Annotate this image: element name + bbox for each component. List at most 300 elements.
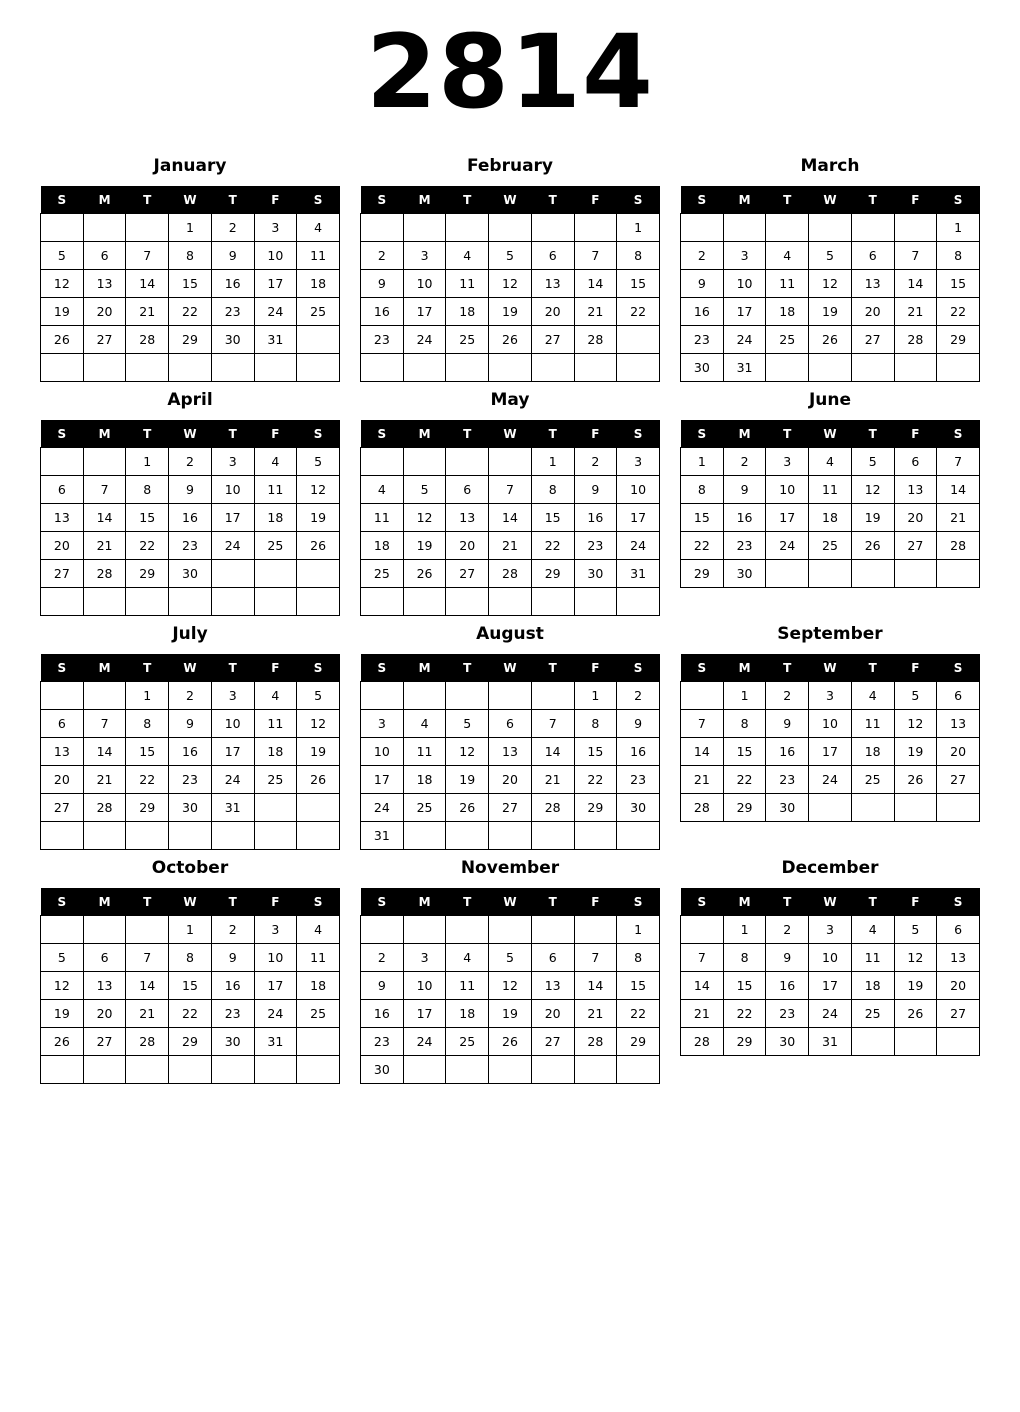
day-cell[interactable]: 5 [851, 448, 894, 476]
day-cell[interactable]: 24 [403, 326, 446, 354]
day-cell[interactable]: 25 [254, 532, 297, 560]
day-cell[interactable]: 22 [169, 1000, 212, 1028]
day-cell[interactable]: 10 [211, 476, 254, 504]
day-cell[interactable]: 28 [126, 326, 169, 354]
day-cell[interactable]: 3 [766, 448, 809, 476]
day-cell[interactable]: 7 [574, 944, 617, 972]
day-cell[interactable]: 21 [489, 532, 532, 560]
day-cell[interactable]: 16 [169, 504, 212, 532]
day-cell[interactable]: 15 [617, 972, 660, 1000]
day-cell[interactable]: 4 [297, 214, 340, 242]
day-cell[interactable]: 10 [766, 476, 809, 504]
day-cell[interactable]: 16 [617, 738, 660, 766]
day-cell[interactable]: 20 [937, 972, 980, 1000]
day-cell[interactable]: 29 [126, 560, 169, 588]
day-cell[interactable]: 25 [766, 326, 809, 354]
day-cell[interactable]: 7 [681, 710, 724, 738]
day-cell[interactable]: 17 [809, 738, 852, 766]
day-cell[interactable]: 10 [361, 738, 404, 766]
day-cell[interactable]: 25 [254, 766, 297, 794]
day-cell[interactable]: 8 [531, 476, 574, 504]
day-cell[interactable]: 1 [617, 214, 660, 242]
day-cell[interactable]: 2 [169, 682, 212, 710]
day-cell[interactable]: 4 [809, 448, 852, 476]
day-cell[interactable]: 7 [489, 476, 532, 504]
day-cell[interactable]: 3 [723, 242, 766, 270]
day-cell[interactable]: 8 [723, 944, 766, 972]
day-cell[interactable]: 23 [211, 298, 254, 326]
day-cell[interactable]: 26 [403, 560, 446, 588]
day-cell[interactable]: 20 [851, 298, 894, 326]
day-cell[interactable]: 21 [83, 766, 126, 794]
day-cell[interactable]: 25 [446, 326, 489, 354]
day-cell[interactable]: 10 [809, 944, 852, 972]
day-cell[interactable]: 8 [169, 944, 212, 972]
day-cell[interactable]: 3 [254, 916, 297, 944]
day-cell[interactable]: 17 [403, 298, 446, 326]
day-cell[interactable]: 7 [574, 242, 617, 270]
day-cell[interactable]: 18 [766, 298, 809, 326]
day-cell[interactable]: 10 [403, 972, 446, 1000]
day-cell[interactable]: 2 [211, 916, 254, 944]
day-cell[interactable]: 3 [361, 710, 404, 738]
day-cell[interactable]: 3 [403, 242, 446, 270]
day-cell[interactable]: 14 [489, 504, 532, 532]
day-cell[interactable]: 25 [851, 766, 894, 794]
day-cell[interactable]: 17 [254, 972, 297, 1000]
day-cell[interactable]: 30 [681, 354, 724, 382]
day-cell[interactable]: 28 [83, 794, 126, 822]
day-cell[interactable]: 1 [169, 916, 212, 944]
day-cell[interactable]: 28 [937, 532, 980, 560]
day-cell[interactable]: 27 [937, 766, 980, 794]
day-cell[interactable]: 9 [723, 476, 766, 504]
day-cell[interactable]: 31 [254, 326, 297, 354]
day-cell[interactable]: 9 [169, 710, 212, 738]
day-cell[interactable]: 9 [617, 710, 660, 738]
day-cell[interactable]: 27 [83, 326, 126, 354]
day-cell[interactable]: 31 [361, 822, 404, 850]
day-cell[interactable]: 20 [83, 1000, 126, 1028]
day-cell[interactable]: 15 [169, 972, 212, 1000]
day-cell[interactable]: 24 [809, 1000, 852, 1028]
day-cell[interactable]: 10 [254, 944, 297, 972]
day-cell[interactable]: 5 [403, 476, 446, 504]
day-cell[interactable]: 15 [574, 738, 617, 766]
day-cell[interactable]: 5 [41, 242, 84, 270]
day-cell[interactable]: 22 [723, 766, 766, 794]
day-cell[interactable]: 19 [489, 1000, 532, 1028]
day-cell[interactable]: 28 [531, 794, 574, 822]
day-cell[interactable]: 14 [83, 504, 126, 532]
day-cell[interactable]: 30 [169, 794, 212, 822]
day-cell[interactable]: 16 [766, 738, 809, 766]
day-cell[interactable]: 10 [254, 242, 297, 270]
day-cell[interactable]: 6 [83, 944, 126, 972]
day-cell[interactable]: 23 [211, 1000, 254, 1028]
day-cell[interactable]: 23 [361, 1028, 404, 1056]
day-cell[interactable]: 23 [766, 1000, 809, 1028]
day-cell[interactable]: 30 [169, 560, 212, 588]
day-cell[interactable]: 6 [489, 710, 532, 738]
day-cell[interactable]: 6 [531, 944, 574, 972]
day-cell[interactable]: 4 [297, 916, 340, 944]
day-cell[interactable]: 13 [83, 972, 126, 1000]
day-cell[interactable]: 28 [574, 326, 617, 354]
day-cell[interactable]: 22 [126, 532, 169, 560]
day-cell[interactable]: 3 [254, 214, 297, 242]
day-cell[interactable]: 7 [531, 710, 574, 738]
day-cell[interactable]: 13 [531, 270, 574, 298]
day-cell[interactable]: 4 [361, 476, 404, 504]
day-cell[interactable]: 12 [41, 972, 84, 1000]
day-cell[interactable]: 22 [531, 532, 574, 560]
day-cell[interactable]: 17 [254, 270, 297, 298]
day-cell[interactable]: 1 [531, 448, 574, 476]
day-cell[interactable]: 5 [809, 242, 852, 270]
day-cell[interactable]: 11 [254, 476, 297, 504]
day-cell[interactable]: 5 [894, 682, 937, 710]
day-cell[interactable]: 3 [809, 916, 852, 944]
day-cell[interactable]: 30 [361, 1056, 404, 1084]
day-cell[interactable]: 2 [723, 448, 766, 476]
day-cell[interactable]: 14 [531, 738, 574, 766]
day-cell[interactable]: 4 [446, 242, 489, 270]
day-cell[interactable]: 14 [574, 270, 617, 298]
day-cell[interactable]: 22 [681, 532, 724, 560]
day-cell[interactable]: 12 [809, 270, 852, 298]
day-cell[interactable]: 19 [403, 532, 446, 560]
day-cell[interactable]: 8 [169, 242, 212, 270]
day-cell[interactable]: 27 [489, 794, 532, 822]
day-cell[interactable]: 1 [723, 916, 766, 944]
day-cell[interactable]: 17 [809, 972, 852, 1000]
day-cell[interactable]: 13 [851, 270, 894, 298]
day-cell[interactable]: 5 [297, 448, 340, 476]
day-cell[interactable]: 20 [41, 532, 84, 560]
day-cell[interactable]: 2 [211, 214, 254, 242]
day-cell[interactable]: 23 [169, 532, 212, 560]
day-cell[interactable]: 22 [126, 766, 169, 794]
day-cell[interactable]: 29 [723, 1028, 766, 1056]
day-cell[interactable]: 30 [574, 560, 617, 588]
day-cell[interactable]: 22 [723, 1000, 766, 1028]
day-cell[interactable]: 10 [723, 270, 766, 298]
day-cell[interactable]: 4 [851, 682, 894, 710]
day-cell[interactable]: 20 [489, 766, 532, 794]
day-cell[interactable]: 31 [809, 1028, 852, 1056]
day-cell[interactable]: 23 [574, 532, 617, 560]
day-cell[interactable]: 13 [937, 710, 980, 738]
day-cell[interactable]: 11 [851, 944, 894, 972]
day-cell[interactable]: 16 [169, 738, 212, 766]
day-cell[interactable]: 7 [83, 710, 126, 738]
day-cell[interactable]: 3 [617, 448, 660, 476]
day-cell[interactable]: 4 [446, 944, 489, 972]
day-cell[interactable]: 4 [766, 242, 809, 270]
day-cell[interactable]: 15 [531, 504, 574, 532]
day-cell[interactable]: 20 [937, 738, 980, 766]
day-cell[interactable]: 13 [937, 944, 980, 972]
day-cell[interactable]: 2 [169, 448, 212, 476]
day-cell[interactable]: 28 [681, 794, 724, 822]
day-cell[interactable]: 29 [574, 794, 617, 822]
day-cell[interactable]: 24 [254, 1000, 297, 1028]
day-cell[interactable]: 27 [41, 794, 84, 822]
day-cell[interactable]: 14 [894, 270, 937, 298]
day-cell[interactable]: 26 [894, 1000, 937, 1028]
day-cell[interactable]: 14 [574, 972, 617, 1000]
day-cell[interactable]: 21 [681, 766, 724, 794]
day-cell[interactable]: 24 [211, 532, 254, 560]
day-cell[interactable]: 18 [446, 1000, 489, 1028]
day-cell[interactable]: 24 [403, 1028, 446, 1056]
day-cell[interactable]: 15 [617, 270, 660, 298]
day-cell[interactable]: 27 [894, 532, 937, 560]
day-cell[interactable]: 29 [937, 326, 980, 354]
day-cell[interactable]: 9 [574, 476, 617, 504]
day-cell[interactable]: 16 [211, 270, 254, 298]
day-cell[interactable]: 29 [169, 326, 212, 354]
day-cell[interactable]: 27 [531, 326, 574, 354]
day-cell[interactable]: 5 [446, 710, 489, 738]
day-cell[interactable]: 26 [489, 1028, 532, 1056]
day-cell[interactable]: 28 [574, 1028, 617, 1056]
day-cell[interactable]: 27 [41, 560, 84, 588]
day-cell[interactable]: 5 [489, 242, 532, 270]
day-cell[interactable]: 16 [681, 298, 724, 326]
day-cell[interactable]: 29 [169, 1028, 212, 1056]
day-cell[interactable]: 20 [531, 298, 574, 326]
day-cell[interactable]: 18 [403, 766, 446, 794]
day-cell[interactable]: 2 [361, 242, 404, 270]
day-cell[interactable]: 9 [361, 972, 404, 1000]
day-cell[interactable]: 18 [254, 504, 297, 532]
day-cell[interactable]: 4 [851, 916, 894, 944]
day-cell[interactable]: 25 [446, 1028, 489, 1056]
day-cell[interactable]: 11 [361, 504, 404, 532]
day-cell[interactable]: 7 [126, 944, 169, 972]
day-cell[interactable]: 25 [361, 560, 404, 588]
day-cell[interactable]: 27 [83, 1028, 126, 1056]
day-cell[interactable]: 2 [574, 448, 617, 476]
day-cell[interactable]: 19 [297, 738, 340, 766]
day-cell[interactable]: 13 [894, 476, 937, 504]
day-cell[interactable]: 1 [681, 448, 724, 476]
day-cell[interactable]: 11 [809, 476, 852, 504]
day-cell[interactable]: 24 [809, 766, 852, 794]
day-cell[interactable]: 6 [894, 448, 937, 476]
day-cell[interactable]: 1 [723, 682, 766, 710]
day-cell[interactable]: 26 [851, 532, 894, 560]
day-cell[interactable]: 4 [254, 682, 297, 710]
day-cell[interactable]: 8 [126, 476, 169, 504]
day-cell[interactable]: 25 [297, 1000, 340, 1028]
day-cell[interactable]: 18 [297, 270, 340, 298]
day-cell[interactable]: 9 [211, 944, 254, 972]
day-cell[interactable]: 16 [361, 1000, 404, 1028]
day-cell[interactable]: 18 [851, 738, 894, 766]
day-cell[interactable]: 15 [681, 504, 724, 532]
day-cell[interactable]: 22 [574, 766, 617, 794]
day-cell[interactable]: 12 [851, 476, 894, 504]
day-cell[interactable]: 16 [574, 504, 617, 532]
day-cell[interactable]: 2 [681, 242, 724, 270]
day-cell[interactable]: 15 [126, 738, 169, 766]
day-cell[interactable]: 9 [766, 944, 809, 972]
day-cell[interactable]: 1 [617, 916, 660, 944]
day-cell[interactable]: 12 [297, 710, 340, 738]
day-cell[interactable]: 28 [894, 326, 937, 354]
day-cell[interactable]: 7 [126, 242, 169, 270]
day-cell[interactable]: 22 [617, 1000, 660, 1028]
day-cell[interactable]: 3 [403, 944, 446, 972]
day-cell[interactable]: 31 [723, 354, 766, 382]
day-cell[interactable]: 7 [681, 944, 724, 972]
day-cell[interactable]: 14 [83, 738, 126, 766]
day-cell[interactable]: 11 [403, 738, 446, 766]
day-cell[interactable]: 31 [254, 1028, 297, 1056]
day-cell[interactable]: 23 [766, 766, 809, 794]
day-cell[interactable]: 6 [446, 476, 489, 504]
day-cell[interactable]: 20 [83, 298, 126, 326]
day-cell[interactable]: 18 [446, 298, 489, 326]
day-cell[interactable]: 7 [894, 242, 937, 270]
day-cell[interactable]: 15 [723, 738, 766, 766]
day-cell[interactable]: 9 [169, 476, 212, 504]
day-cell[interactable]: 30 [617, 794, 660, 822]
day-cell[interactable]: 16 [723, 504, 766, 532]
day-cell[interactable]: 22 [617, 298, 660, 326]
day-cell[interactable]: 4 [254, 448, 297, 476]
day-cell[interactable]: 11 [297, 242, 340, 270]
day-cell[interactable]: 12 [489, 270, 532, 298]
day-cell[interactable]: 8 [937, 242, 980, 270]
day-cell[interactable]: 11 [446, 972, 489, 1000]
day-cell[interactable]: 12 [41, 270, 84, 298]
day-cell[interactable]: 21 [531, 766, 574, 794]
day-cell[interactable]: 6 [851, 242, 894, 270]
day-cell[interactable]: 29 [617, 1028, 660, 1056]
day-cell[interactable]: 26 [41, 326, 84, 354]
day-cell[interactable]: 7 [937, 448, 980, 476]
day-cell[interactable]: 13 [41, 504, 84, 532]
day-cell[interactable]: 15 [126, 504, 169, 532]
day-cell[interactable]: 26 [41, 1028, 84, 1056]
day-cell[interactable]: 24 [361, 794, 404, 822]
day-cell[interactable]: 19 [446, 766, 489, 794]
day-cell[interactable]: 2 [766, 682, 809, 710]
day-cell[interactable]: 24 [766, 532, 809, 560]
day-cell[interactable]: 8 [617, 944, 660, 972]
day-cell[interactable]: 6 [83, 242, 126, 270]
day-cell[interactable]: 3 [211, 448, 254, 476]
day-cell[interactable]: 14 [126, 270, 169, 298]
day-cell[interactable]: 19 [809, 298, 852, 326]
day-cell[interactable]: 12 [403, 504, 446, 532]
day-cell[interactable]: 17 [723, 298, 766, 326]
day-cell[interactable]: 23 [723, 532, 766, 560]
day-cell[interactable]: 3 [809, 682, 852, 710]
day-cell[interactable]: 18 [254, 738, 297, 766]
day-cell[interactable]: 18 [809, 504, 852, 532]
day-cell[interactable]: 2 [766, 916, 809, 944]
day-cell[interactable]: 21 [126, 1000, 169, 1028]
day-cell[interactable]: 20 [446, 532, 489, 560]
day-cell[interactable]: 11 [851, 710, 894, 738]
day-cell[interactable]: 13 [531, 972, 574, 1000]
day-cell[interactable]: 2 [361, 944, 404, 972]
day-cell[interactable]: 1 [574, 682, 617, 710]
day-cell[interactable]: 8 [574, 710, 617, 738]
day-cell[interactable]: 16 [361, 298, 404, 326]
day-cell[interactable]: 26 [297, 532, 340, 560]
day-cell[interactable]: 10 [211, 710, 254, 738]
day-cell[interactable]: 20 [41, 766, 84, 794]
day-cell[interactable]: 31 [211, 794, 254, 822]
day-cell[interactable]: 2 [617, 682, 660, 710]
day-cell[interactable]: 27 [937, 1000, 980, 1028]
day-cell[interactable]: 10 [617, 476, 660, 504]
day-cell[interactable]: 6 [41, 476, 84, 504]
day-cell[interactable]: 16 [211, 972, 254, 1000]
day-cell[interactable]: 21 [83, 532, 126, 560]
day-cell[interactable]: 7 [83, 476, 126, 504]
day-cell[interactable]: 22 [169, 298, 212, 326]
day-cell[interactable]: 23 [361, 326, 404, 354]
day-cell[interactable]: 29 [126, 794, 169, 822]
day-cell[interactable]: 13 [41, 738, 84, 766]
day-cell[interactable]: 9 [766, 710, 809, 738]
day-cell[interactable]: 5 [894, 916, 937, 944]
day-cell[interactable]: 14 [681, 738, 724, 766]
day-cell[interactable]: 21 [681, 1000, 724, 1028]
day-cell[interactable]: 5 [489, 944, 532, 972]
day-cell[interactable]: 24 [254, 298, 297, 326]
day-cell[interactable]: 3 [211, 682, 254, 710]
day-cell[interactable]: 5 [41, 944, 84, 972]
day-cell[interactable]: 19 [41, 1000, 84, 1028]
day-cell[interactable]: 27 [851, 326, 894, 354]
day-cell[interactable]: 30 [723, 560, 766, 588]
day-cell[interactable]: 26 [297, 766, 340, 794]
day-cell[interactable]: 27 [531, 1028, 574, 1056]
day-cell[interactable]: 14 [937, 476, 980, 504]
day-cell[interactable]: 28 [126, 1028, 169, 1056]
day-cell[interactable]: 18 [851, 972, 894, 1000]
day-cell[interactable]: 29 [531, 560, 574, 588]
day-cell[interactable]: 19 [297, 504, 340, 532]
day-cell[interactable]: 17 [211, 738, 254, 766]
day-cell[interactable]: 12 [489, 972, 532, 1000]
day-cell[interactable]: 21 [126, 298, 169, 326]
day-cell[interactable]: 26 [446, 794, 489, 822]
day-cell[interactable]: 30 [766, 794, 809, 822]
day-cell[interactable]: 25 [297, 298, 340, 326]
day-cell[interactable]: 9 [361, 270, 404, 298]
day-cell[interactable]: 8 [681, 476, 724, 504]
day-cell[interactable]: 17 [617, 504, 660, 532]
day-cell[interactable]: 26 [809, 326, 852, 354]
day-cell[interactable]: 14 [126, 972, 169, 1000]
day-cell[interactable]: 11 [446, 270, 489, 298]
day-cell[interactable]: 26 [489, 326, 532, 354]
day-cell[interactable]: 21 [937, 504, 980, 532]
day-cell[interactable]: 13 [446, 504, 489, 532]
day-cell[interactable]: 13 [489, 738, 532, 766]
day-cell[interactable]: 18 [361, 532, 404, 560]
day-cell[interactable]: 29 [681, 560, 724, 588]
